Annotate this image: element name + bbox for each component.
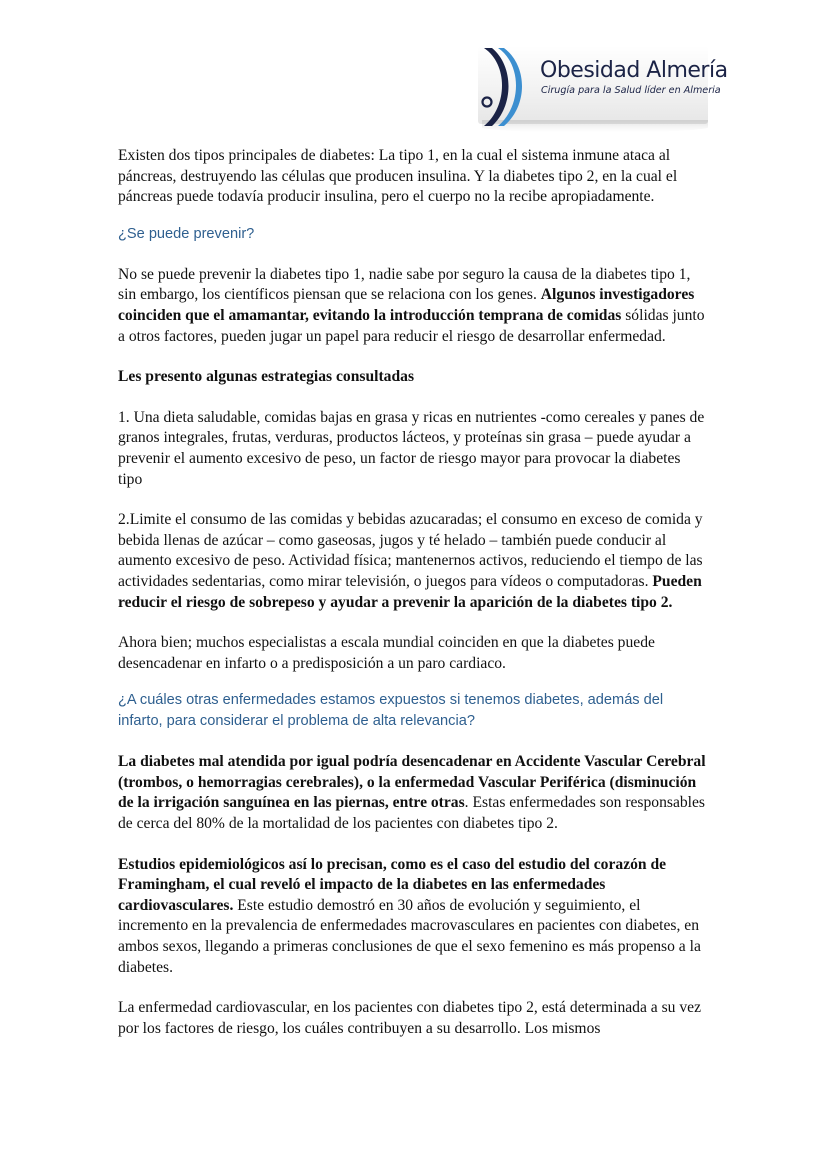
prevent-text-bold: Algunos investigadores coinciden que el amamantar, evitando la introducción temprana de comidas [118, 286, 695, 324]
studies-paragraph [118, 855, 708, 979]
strategy-2 [118, 510, 708, 613]
logo-arc-icon [478, 46, 548, 128]
prevent-text-c: sólidas junto a otros factores, pueden jugar un papel para reducir el riesgo de desarrollar enfermedad. [118, 306, 705, 345]
diseases-bold: La diabetes mal atendida por igual podría desencadenar en Accidente Vascular Cerebral (trombos, o hemorragias cerebrales), o la enfermedad Vascular Periférica (disminución de la irrigación sanguínea en las piernas, entre otras [118, 753, 706, 812]
heading-diseases: ¿A cuáles otras enfermedades estamos expuestos si tenemos diabetes, además del infarto, para considerar el problema de alta relevancia? [118, 692, 664, 730]
diseases-paragraph [118, 752, 708, 834]
brand-logo [478, 46, 728, 136]
document-body [118, 146, 708, 1039]
studies-text: Este estudio demostró en 30 años de evolución y seguimiento, el incremento en la prevalencia de enfermedades macrovasculares en pacientes con diabetes, en ambos sexos, llegando a primeras conclusiones de que el sexo femenino es más propenso a la diabetes. [118, 896, 701, 976]
logo-tagline: Cirugía para la Salud líder en Almeria [541, 85, 721, 96]
specialists-paragraph: Ahora bien; muchos especialistas a escala mundial coinciden en que la diabetes puede desencadenar en infarto o a predisposición a un paro cardiaco. [118, 634, 655, 672]
strategy-1: 1. Una dieta saludable, comidas bajas en grasa y ricas en nutrientes -como cereales y panes de granos integrales, frutas, verduras, productos lácteos, y proteínas sin grasa – puede ayudar a prevenir el aumento excesivo de peso, un factor de riesgo mayor para provocar la diabetes tipo [118, 408, 705, 488]
diseases-text: . Estas enfermedades son responsables de cerca del 80% de la mortalidad de los pacientes con diabetes tipo 2. [118, 794, 706, 833]
prevent-text-a: No se puede prevenir la diabetes tipo 1, nadie sabe por seguro la causa de la diabetes tipo 1, sin embargo, los científicos piensan que se relaciona con los genes. [118, 265, 691, 304]
logo-name: Obesidad Almería [540, 58, 728, 83]
intro-paragraph: Existen dos tipos principales de diabetes: La tipo 1, en la cual el sistema inmune ataca al páncreas, destruyendo las células que producen insulina. Y la diabetes tipo 2, en la cual el páncreas puede todavía producir insulina, pero el cuerpo no la recibe apropiadamente. [118, 147, 678, 206]
prevent-paragraph [118, 265, 708, 347]
heading-prevent: ¿Se puede prevenir? [118, 225, 255, 242]
strategy-2-bold: Pueden reducir el riesgo de sobrepeso y ayudar a prevenir la aparición de la diabetes tipo 2. [118, 572, 702, 611]
studies-bold: Estudios epidemiológicos así lo precisan, como es el caso del estudio del corazón de Framingham, el cual reveló el impacto de la diabetes en las enfermedades cardiovasculares. [118, 855, 667, 914]
strategy-2-text: 2.Limite el consumo de las comidas y bebidas azucaradas; el consumo en exceso de comida y bebida llenas de azúcar – como gaseosas, jugos y té helado – también puede conducir al aumento excesivo de peso. Actividad física; mantenernos activos, reduciendo el tiempo de las actividades sedentarias, como mirar televisión, o juegos para vídeos o computadoras. [118, 511, 703, 590]
cardio-paragraph: La enfermedad cardiovascular, en los pacientes con diabetes tipo 2, está determinada a su vez por los factores de riesgo, los cuáles contribuyen a su desarrollo. Los mismos [118, 999, 702, 1037]
strategies-title: Les presento algunas estrategias consultadas [118, 368, 415, 386]
